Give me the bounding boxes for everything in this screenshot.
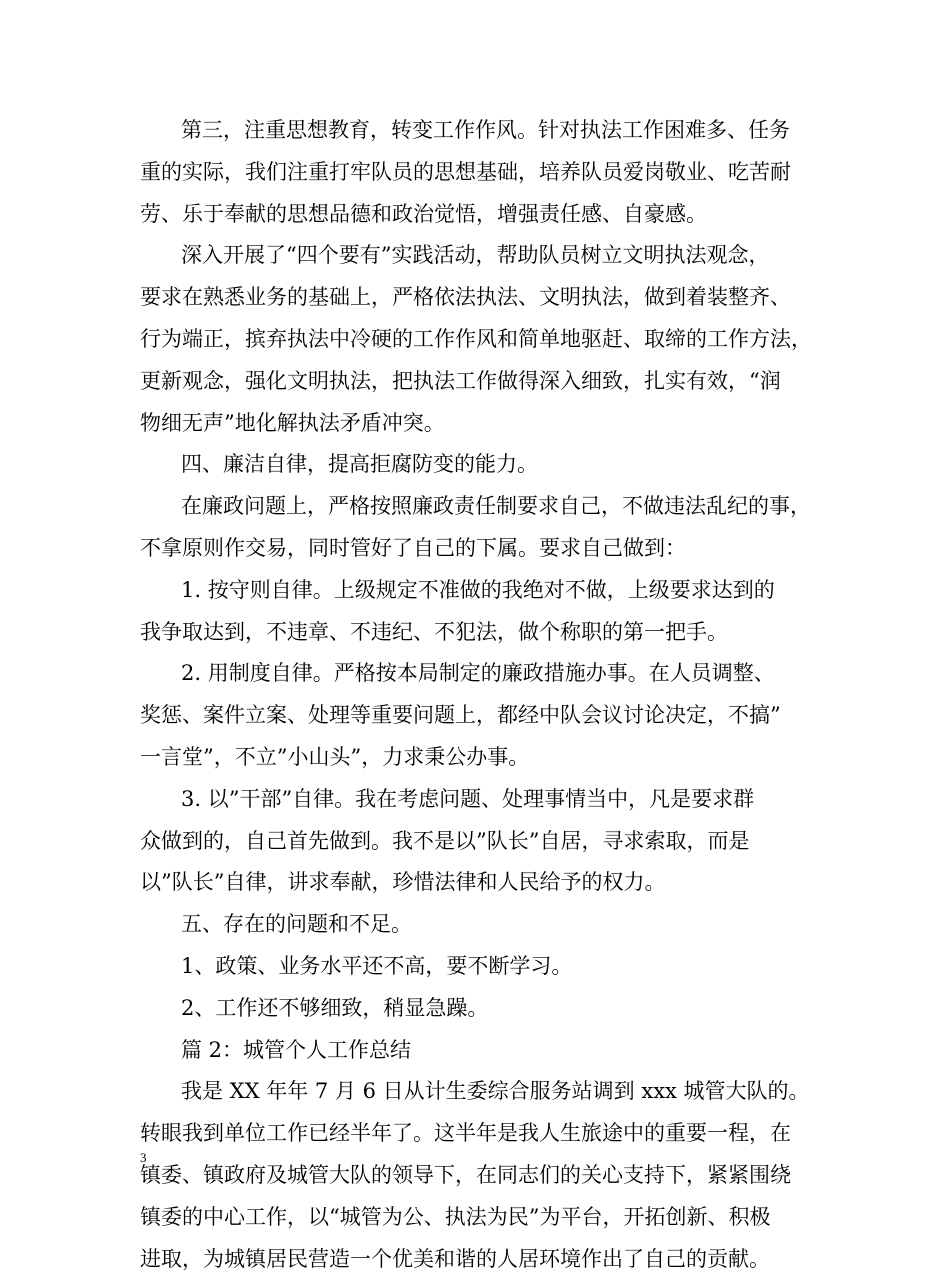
page-number: 3 — [140, 1150, 147, 1165]
text-line: 第三，注重思想教育，转变工作作风。针对执法工作困难多、任务 — [181, 118, 790, 142]
text-line: 更新观念，强化文明执法，把执法工作做得深入细致，扎实有效，“润 — [140, 368, 781, 393]
text-line: 1. 按守则自律。上级规定不准做的我绝对不做，上级要求达到的 — [181, 577, 775, 602]
text-line: 众做到的，自己首先做到。我不是以”队长”自居，寻求索取，而是 — [140, 828, 750, 853]
text-line: 不拿原则作交易，同时管好了自己的下属。要求自己做到： — [140, 535, 686, 560]
text-line: 重的实际，我们注重打牢队员的思想基础，培养队员爱岗敬业、吃苦耐 — [140, 159, 791, 184]
text-line: 劳、乐于奉献的思想品德和政治觉悟，增强责任感、自豪感。 — [140, 201, 707, 226]
text-line: 行为端正，摈弃执法中冷硬的工作作风和简单地驱赶、取缔的工作方法， — [140, 326, 812, 351]
text-line: 2、工作还不够细致，稍显急躁。 — [181, 995, 489, 1020]
text-line: 篇 2：城管个人工作总结 — [181, 1037, 412, 1062]
text-line: 进取，为城镇居民营造一个优美和谐的人居环境作出了自己的贡献。 — [140, 1246, 770, 1271]
text-line: 深入开展了“四个要有”实践活动，帮助队员树立文明执法观念， — [181, 243, 770, 268]
text-line: 转眼我到单位工作已经半年了。这半年是我人生旅途中的重要一程，在 — [140, 1121, 791, 1146]
text-line: 1、政策、业务水平还不高，要不断学习。 — [181, 953, 573, 978]
text-line: 在廉政问题上，严格按照廉政责任制要求自己，不做违法乱纪的事， — [181, 494, 811, 519]
text-line: 镇委、镇政府及城管大队的领导下，在同志们的关心支持下，紧紧围绕 — [140, 1162, 791, 1187]
text-line: 物细无声”地化解执法矛盾冲突。 — [140, 410, 445, 435]
text-line: 以”队长”自律，讲求奉献，珍惜法律和人民给予的权力。 — [140, 870, 666, 895]
text-line: 3. 以”干部”自律。我在考虑问题、处理事情当中，凡是要求群 — [181, 786, 755, 811]
text-line: 一言堂”，不立”小山头”，力求秉公办事。 — [140, 744, 530, 769]
text-line: 五、存在的问题和不足。 — [181, 912, 412, 937]
text-line: 我是 XX 年年 7 月 6 日从计生委综合服务站调到 xxx 城管大队的。 — [181, 1079, 810, 1104]
text-line: 四、廉洁自律，提高拒腐防变的能力。 — [181, 452, 538, 477]
text-line: 奖惩、案件立案、处理等重要问题上，都经中队会议讨论决定，不搞” — [140, 703, 781, 728]
text-line: 2. 用制度自律。严格按本局制定的廉政措施办事。在人员调整、 — [181, 661, 775, 686]
document-body — [140, 110, 830, 1280]
text-line: 镇委的中心工作，以“城管为公、执法为民”为平台，开拓创新、积极 — [140, 1204, 771, 1229]
text-line: 要求在熟悉业务的基础上，严格依法执法、文明执法，做到着装整齐、 — [140, 285, 791, 310]
text-line: 我争取达到，不违章、不违纪、不犯法，做个称职的第一把手。 — [140, 619, 728, 644]
